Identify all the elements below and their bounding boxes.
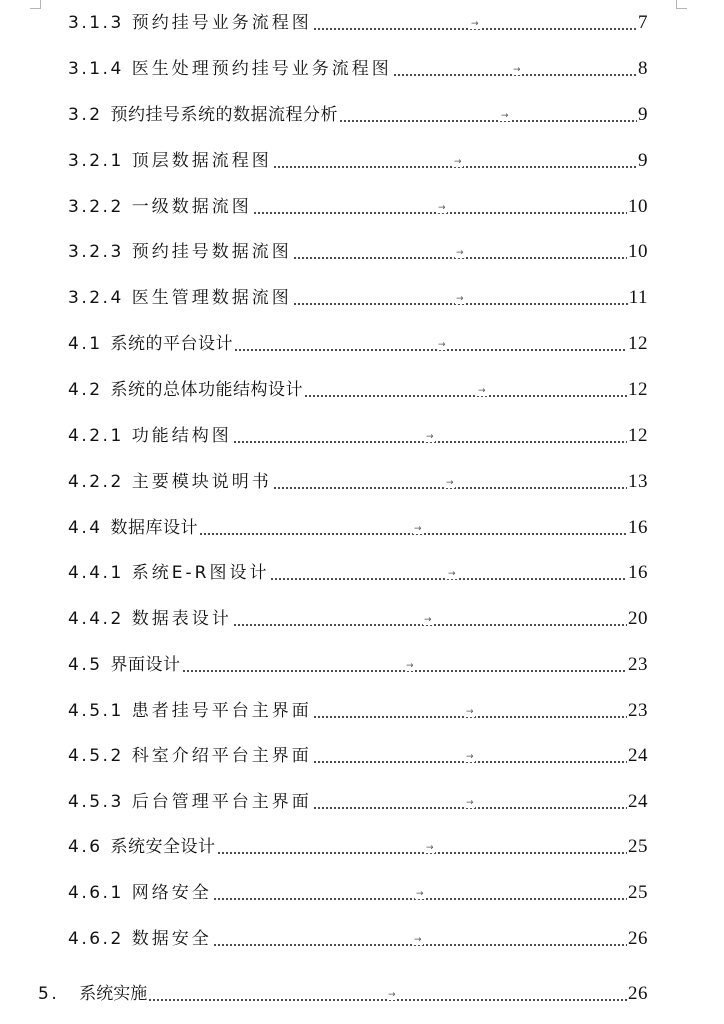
toc-dot-leader bbox=[304, 386, 627, 397]
tab-arrow-icon: → bbox=[388, 990, 396, 1000]
toc-dot-leader bbox=[233, 615, 627, 626]
toc-entry[interactable] bbox=[68, 375, 648, 405]
tab-arrow-icon: → bbox=[454, 157, 462, 167]
toc-entry-page-number: 25 bbox=[628, 882, 648, 903]
tab-arrow-icon: → bbox=[426, 843, 434, 853]
toc-entry-title: 顶层数据流程图 bbox=[131, 151, 272, 171]
toc-entry-page-number: 9 bbox=[638, 104, 648, 125]
toc-dot-leader bbox=[313, 19, 637, 30]
toc-dot-leader bbox=[148, 990, 627, 1001]
toc-entry[interactable] bbox=[68, 924, 648, 954]
toc-entry-title: 医生管理数据流图 bbox=[131, 288, 292, 308]
toc-entry-title: 一级数据流图 bbox=[131, 197, 252, 217]
toc-entry[interactable] bbox=[38, 979, 648, 1009]
toc-dot-leader bbox=[313, 752, 627, 763]
toc-entry-number: 4.2.1 bbox=[68, 426, 124, 446]
toc-entry-title: 预约挂号业务流程图 bbox=[131, 13, 312, 33]
tab-arrow-icon: → bbox=[456, 248, 464, 258]
toc-dot-leader bbox=[270, 569, 627, 580]
toc-dot-leader bbox=[213, 935, 627, 946]
toc-entry-number: 4.6 bbox=[68, 837, 103, 857]
toc-entry-page-number: 9 bbox=[638, 150, 648, 171]
toc-entry-number: 4.2 bbox=[68, 380, 103, 400]
toc-entry[interactable] bbox=[68, 54, 648, 84]
toc-entry-title: 科室介绍平台主界面 bbox=[131, 746, 312, 766]
toc-entry-page-number: 20 bbox=[628, 608, 648, 629]
toc-entry-number: 4.2.2 bbox=[68, 472, 124, 492]
toc-entry-page-number: 7 bbox=[638, 12, 648, 33]
toc-entry-number: 4.5.3 bbox=[68, 792, 124, 812]
toc-entry-page-number: 12 bbox=[628, 333, 648, 354]
toc-entry[interactable] bbox=[68, 696, 648, 726]
toc-entry-page-number: 26 bbox=[628, 983, 648, 1004]
toc-entry-page-number: 26 bbox=[628, 928, 648, 949]
toc-dot-leader bbox=[293, 294, 628, 305]
toc-dot-leader bbox=[182, 661, 627, 672]
toc-entry-title: 数据库设计 bbox=[110, 518, 199, 538]
toc-entry-title: 患者挂号平台主界面 bbox=[131, 701, 312, 721]
toc-entry-title: 网络安全 bbox=[131, 883, 212, 903]
toc-dot-leader bbox=[199, 524, 627, 535]
toc-entry[interactable] bbox=[68, 878, 648, 908]
toc-entry[interactable] bbox=[68, 558, 648, 588]
toc-entry-number: 4.5.2 bbox=[68, 746, 124, 766]
toc-entry-number: 3.2 bbox=[68, 105, 103, 125]
toc-dot-leader bbox=[233, 432, 627, 443]
toc-entry[interactable] bbox=[68, 192, 648, 222]
toc-entry[interactable] bbox=[68, 146, 648, 176]
toc-entry-page-number: 24 bbox=[628, 745, 648, 766]
tab-arrow-icon: → bbox=[414, 935, 422, 945]
toc-dot-leader bbox=[313, 707, 627, 718]
toc-entry-number: 3.2.2 bbox=[68, 197, 124, 217]
tab-arrow-icon: → bbox=[466, 707, 474, 717]
toc-entry-title: 医生处理预约挂号业务流程图 bbox=[131, 59, 392, 79]
toc-entry[interactable] bbox=[68, 650, 648, 680]
toc-dot-leader bbox=[293, 248, 627, 259]
toc-entry-title: 数据表设计 bbox=[131, 609, 232, 629]
tab-arrow-icon: → bbox=[466, 752, 474, 762]
toc-entry-page-number: 10 bbox=[628, 241, 648, 262]
toc-entry-title: 预约挂号系统的数据流程分析 bbox=[110, 105, 339, 125]
tab-arrow-icon: → bbox=[501, 111, 509, 121]
toc-entry-number: 4.5.1 bbox=[68, 701, 124, 721]
toc-entry-title: 后台管理平台主界面 bbox=[131, 792, 312, 812]
toc-entry-page-number: 16 bbox=[628, 562, 648, 583]
toc-entry-page-number: 25 bbox=[628, 836, 648, 857]
tab-arrow-icon: → bbox=[414, 524, 422, 534]
toc-entry-number: 3.1.4 bbox=[68, 59, 124, 79]
toc-entry-number: 4.4.2 bbox=[68, 609, 124, 629]
toc-entry[interactable] bbox=[68, 604, 648, 634]
tab-arrow-icon: → bbox=[448, 569, 456, 579]
tab-arrow-icon: → bbox=[446, 478, 454, 488]
toc-entry-page-number: 13 bbox=[628, 471, 648, 492]
tab-arrow-icon: → bbox=[478, 386, 486, 396]
toc-entry[interactable] bbox=[68, 100, 648, 130]
toc-entry-title: 系统安全设计 bbox=[110, 837, 216, 857]
tab-arrow-icon: → bbox=[438, 203, 446, 213]
toc-entry[interactable] bbox=[68, 832, 648, 862]
toc-dot-leader bbox=[213, 889, 627, 900]
toc-dot-leader bbox=[273, 157, 637, 168]
toc-entry-number: 4.1 bbox=[68, 334, 103, 354]
toc-entry-number: 4.4.1 bbox=[68, 563, 124, 583]
tab-arrow-icon: → bbox=[406, 661, 414, 671]
toc-entry-number: 4.5 bbox=[68, 655, 103, 675]
toc-entry-page-number: 23 bbox=[628, 654, 648, 675]
toc-entry-title: 系统实施 bbox=[79, 984, 148, 1004]
toc-entry-number: 4.4 bbox=[68, 518, 103, 538]
toc-entry-page-number: 8 bbox=[638, 58, 648, 79]
toc-entry[interactable] bbox=[68, 787, 648, 817]
toc-dot-leader bbox=[234, 340, 627, 351]
toc-entry-page-number: 23 bbox=[628, 700, 648, 721]
toc-entry[interactable] bbox=[68, 329, 648, 359]
toc-entry-number: 3.2.3 bbox=[68, 242, 124, 262]
tab-arrow-icon: → bbox=[456, 294, 464, 304]
toc-entry-page-number: 24 bbox=[628, 791, 648, 812]
tab-arrow-icon: → bbox=[513, 65, 521, 75]
toc-dot-leader bbox=[217, 843, 627, 854]
toc-entry-title: 界面设计 bbox=[110, 655, 181, 675]
toc-entry[interactable] bbox=[68, 513, 648, 543]
toc-entry-title: 功能结构图 bbox=[131, 426, 232, 446]
toc-dot-leader bbox=[253, 203, 627, 214]
tab-arrow-icon: → bbox=[424, 615, 432, 625]
toc-entry[interactable] bbox=[68, 421, 648, 451]
toc-entry-number: 3.2.4 bbox=[68, 288, 124, 308]
toc-entry-title: 数据安全 bbox=[131, 929, 212, 949]
toc-entry-title: 系统的平台设计 bbox=[110, 334, 234, 354]
toc-entry-title: 预约挂号数据流图 bbox=[131, 242, 292, 262]
toc-entry[interactable] bbox=[68, 8, 648, 38]
toc-entry-page-number: 16 bbox=[628, 517, 648, 538]
toc-entry-title: 系统的总体功能结构设计 bbox=[110, 380, 304, 400]
toc-dot-leader bbox=[313, 798, 627, 809]
toc-entry-number: 3.2.1 bbox=[68, 151, 124, 171]
toc-entry-number: 3.1.3 bbox=[68, 13, 124, 33]
toc-entry-title: 主要模块说明书 bbox=[131, 472, 272, 492]
toc-entry[interactable] bbox=[68, 741, 648, 771]
tab-arrow-icon: → bbox=[426, 432, 434, 442]
toc-entry[interactable] bbox=[68, 237, 648, 267]
tab-arrow-icon: → bbox=[471, 19, 479, 29]
toc-entry-number: 4.6.2 bbox=[68, 929, 124, 949]
toc-entry-page-number: 11 bbox=[628, 287, 648, 308]
toc-entry-page-number: 12 bbox=[628, 379, 648, 400]
toc-entry[interactable] bbox=[68, 283, 648, 313]
toc-entry-number: 4.6.1 bbox=[68, 883, 124, 903]
toc-dot-leader bbox=[393, 65, 637, 76]
toc-entry-page-number: 10 bbox=[628, 196, 648, 217]
toc-entry-number: 5. bbox=[38, 984, 60, 1004]
toc-dot-leader bbox=[273, 478, 627, 489]
tab-arrow-icon: → bbox=[466, 798, 474, 808]
tab-arrow-icon: → bbox=[438, 340, 446, 350]
toc-entry-title: 系统E-R图设计 bbox=[131, 563, 270, 583]
toc-dot-leader bbox=[339, 111, 637, 122]
toc-entry[interactable] bbox=[68, 467, 648, 497]
tab-arrow-icon: → bbox=[416, 889, 424, 899]
toc-entry-page-number: 12 bbox=[628, 425, 648, 446]
